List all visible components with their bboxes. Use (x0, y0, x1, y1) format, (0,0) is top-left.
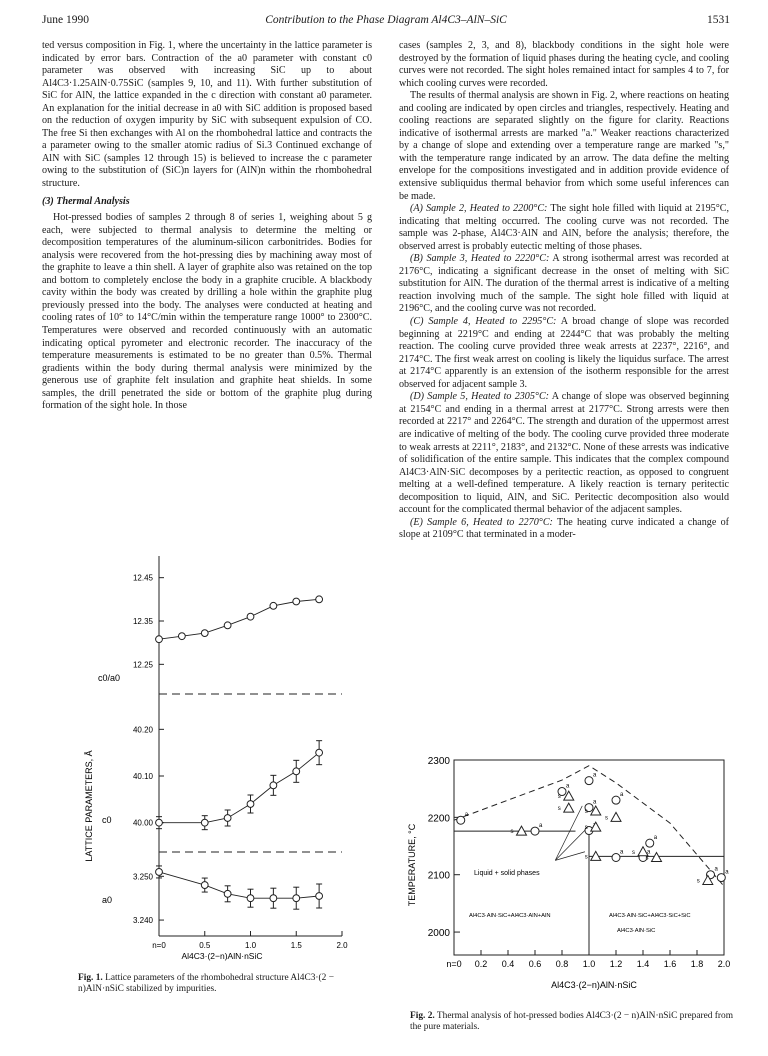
data-point (178, 633, 185, 640)
fig1-marks (156, 596, 323, 909)
slope-mark: s (696, 878, 700, 885)
fig1-ylabel: LATTICE PARAMETERS, Å (84, 750, 94, 862)
fig2-region-right: Al4C3·AlN·SiC+Al4C3·SiC+SiC (609, 913, 691, 919)
section-heading: (3) Thermal Analysis (42, 195, 130, 207)
y-tick-label: 3.240 (132, 916, 153, 926)
data-point (247, 613, 254, 620)
slope-mark: s (584, 809, 588, 816)
x-tick-label: 0.5 (199, 941, 211, 950)
arrest-mark: a (653, 835, 658, 842)
data-point (224, 622, 231, 629)
heating-point (531, 827, 539, 835)
heating-point (646, 839, 654, 847)
data-point (201, 882, 208, 889)
slope-mark: s (557, 806, 561, 813)
slope-mark: s (557, 794, 561, 801)
paragraph: Hot-pressed bodies of samples 2 through 8 of series 1, weighing about 5 g each, were subjected to thermal analysis to determine the melting or decomposition temperatures of the aluminum-silicon carbonitrides. Bodies for analysis were recovered from the hot-pressing dies by machining away most of the graphite to leave a thin shell. A layer of graphite also was retained on the top and bottom to completely enclose the body in a graphite crucible. A blackbody cavity within the body was created by drilling a hole within the graphite plug previously pressed into the body. The analyses were conducted at heating and cooling rates of 10° to 14°C/min within the temperature range 1000° to 2300°C. Temperatures were observed and recorded continuously with an automatic indicating optical pyrometer and electronic recorder. The inaccuracy of the temperature measurements is estimated to be no greater than 0.5%. Thermal gradients within the body during thermal analysis were minimized by the generous use of graphite felt insulation and graphite heat shields. In some samples, the drill penetrated the side or bottom of the graphite plug during formation of the sight hole. In those (42, 212, 372, 412)
data-point (156, 819, 163, 826)
y-tick-label: 2300 (427, 756, 450, 767)
series-line-a0 (159, 872, 319, 898)
data-point (156, 636, 163, 643)
arrest-mark: a (620, 792, 624, 799)
x-tick-label: 1.0 (582, 959, 596, 969)
y-tick-label: 12.45 (132, 573, 153, 583)
arrest-mark: a (725, 869, 729, 876)
data-point (247, 801, 254, 808)
cooling-point (611, 812, 621, 821)
header-date: June 1990 (42, 14, 89, 26)
case-paragraph (399, 391, 729, 516)
heating-point (457, 816, 465, 824)
arrest-mark: a (714, 866, 718, 873)
case-text: The sight hole filled with liquid at 2195°C, indicating that melting occurred. The cooling curve was not recorded. The sample was 2-phase, Al4C3·AlN and AlN, before the analysis; therefore, the observed arrest is probably eutectic melting of those phases. (399, 203, 729, 252)
cooling-point (564, 803, 574, 812)
data-point (247, 895, 254, 902)
case-paragraph (399, 316, 729, 391)
x-tick-label: 1.5 (290, 941, 302, 950)
page-number: 1531 (707, 14, 730, 26)
caption-text: Lattice parameters of the rhombohedral structure Al4C3·(2 − n)AlN·nSiC stabilized by impurities. (78, 973, 334, 994)
fig1-xlabel: Al4C3·(2−n)AlN·nSiC (181, 951, 263, 961)
slope-mark: s (645, 855, 649, 862)
x-tick-label: 1.0 (244, 941, 257, 950)
heating-point (717, 874, 725, 882)
x-tick-label: 0.8 (555, 959, 569, 969)
data-point (201, 819, 208, 826)
data-point (201, 630, 208, 637)
arrest-mark: a (647, 849, 651, 856)
case-text: A strong isothermal arrest was recorded at 2176°C, indicating a significant decrease in the onset of melting with SiC substitution for AlN. The duration of the thermal arrest is indicative of a melting reaction involving much of the sample. The sight hole filled with liquid at 2196°C, and the cooling curve was not recorded. (399, 253, 730, 315)
case-text: A change of slope was observed beginning at 2154°C and ending in a thermal arrest at 2177°C. Strong arrests were then recorded at 2217° and 2264°C. The strength and duration of the uppermost arrest are indicative of melting of the body. The cooling curve provided three moderate to weak arrests at 2211°, 2183°, and 2132°C. None of these arrests was indicative of solidification of the entire sample. This indicates that the complex compound Al4C3·AlN·SiC decomposes by a peritectic reaction, as opposed to congruent melting at a well-defined temperature. A likely reaction is ternary peritectic decomposition to liquid, AlN, and SiC. Peritectic decomposition also would account for the complicated thermal behavior of the adjacent samples. (399, 391, 730, 516)
y-tick-label: 12.35 (132, 617, 153, 626)
x-tick-label: 1.8 (690, 959, 704, 969)
paragraph: cases (samples 2, 3, and 8), blackbody conditions in the sight hole were destroyed by the formation of liquid phases during the heating cycle, and cooling curves were not recorded. The sight holes remained intact for samples 4 to 7, for which cooling curves were recorded. (399, 40, 729, 89)
case-heading: (C) Sample 4, Heated to 2295°C: (410, 316, 557, 328)
data-point (293, 895, 300, 902)
y-tick-label: 3.250 (132, 872, 153, 882)
case-text: The heating curve indicated a change of slope at 2109°C that terminated in a moder- (399, 516, 730, 541)
series-line-c0 (159, 753, 319, 823)
arrest-mark: a (593, 799, 597, 806)
heating-point (612, 796, 620, 804)
slope-mark: s (510, 829, 514, 836)
fig2-tick-labels (428, 756, 731, 969)
slope-mark: s (584, 854, 588, 861)
fig2-region-liquid: Liquid + solid phases (474, 870, 540, 877)
fig2-xlabel: Al4C3·(2−n)AlN·nSiC (551, 980, 637, 990)
x-tick-label: 0.6 (528, 959, 542, 969)
arrest-mark: a (464, 812, 469, 819)
paragraph: The results of thermal analysis are shown in Fig. 2, where reactions on heating and cooling are indicated by open circles and triangles, respectively. Heating and cooling reactions are separated slightly on the figure for clarity. Reactions indicative of isothermal arrests are marked "a." Weaker reactions characterized by a change of slope and extending over a temperature range are marked "s," with the temperature range indicated by an arrow. The data define the melting envelope for the compositions investigated and in addition provide evidence of extensive subliquidus thermal behavior from which some useful inferences can be made. (399, 90, 729, 202)
y-tick-label: 40.20 (132, 725, 153, 735)
slope-mark: s (632, 849, 635, 856)
caption-text: Thermal analysis of hot-pressed bodies Al4C3·(2 − n)AlN·nSiC prepared from the pure materials. (410, 1011, 734, 1032)
arrest-mark: a (620, 849, 624, 856)
x-tick-label: 2.0 (336, 941, 348, 950)
x-tick-label: n=0 (446, 959, 462, 969)
data-point (316, 596, 323, 603)
case-heading: (B) Sample 3, Heated to 2220°C: (410, 253, 550, 265)
heating-point (612, 854, 620, 862)
x-tick-label: 1.4 (636, 959, 650, 969)
data-point (293, 598, 300, 605)
data-point (270, 602, 277, 609)
case-heading: (E) Sample 6, Heated to 2270°C: (410, 516, 553, 528)
header-title: Contribution to the Phase Diagram Al4C3–AlN–SiC (265, 14, 507, 26)
data-point (316, 749, 323, 756)
caption-label: Fig. 2. (410, 1011, 435, 1021)
data-point (270, 895, 277, 902)
figure-2-thermal-chart (399, 750, 739, 995)
fig1-tick-labels (133, 574, 348, 950)
case-heading: (D) Sample 5, Heated to 2305°C: (410, 391, 550, 403)
y-tick-label: 2100 (427, 870, 450, 882)
case-paragraph (399, 517, 729, 542)
x-tick-label: 2.0 (717, 959, 731, 969)
case-heading: (A) Sample 2, Heated to 2200°C: (410, 203, 548, 215)
caption-label: Fig. 1. (78, 973, 103, 983)
fig2-region-left: Al4C3·AlN·SiC+Al4C3·AlN+AlN (469, 913, 551, 919)
cooling-point (652, 853, 662, 862)
fig2-region-bottom: Al4C3·AlN·SiC (617, 928, 656, 934)
fig1-c-label: c0 (102, 815, 112, 825)
fig1-a-label: a0 (102, 895, 113, 905)
fig1-ratio-label: c0/a0 (98, 673, 121, 683)
data-point (224, 815, 231, 822)
slope-mark: s (605, 815, 608, 822)
y-tick-label: 40.00 (132, 818, 153, 828)
data-point (293, 768, 300, 775)
fig2-ylabel: TEMPERATURE, °C (407, 823, 417, 907)
paragraph: ted versus composition in Fig. 1, where the uncertainty in the lattice parameter is indicated by error bars. Contraction of the a0 parameter with constant c0 parameter was observed with increasing SiC up to about Al4C3·1.25AlN·0.75SiC (samples 9, 10, and 11). With further substitution of SiC for AlN, the lattice expanded in the c direction with constant a0 parameter. An explanation for the initial decrease in a0 with SiC addition is proposed based on the reduction of oxygen impurity by SiC with subsequent expulsion of CO. The free Si then exchanges with Al on the rhombohedral lattice and contracts the a parameter owing to the smaller atomic radius of Si.3 Continued exchange of AlN with SiC (samples 12 through 15) is believed to increase the c parameter owing to the substitution of (SiC)n layers for (AlN)n within the rhombohedral structure. (42, 40, 372, 190)
x-tick-label: 0.4 (501, 959, 515, 969)
y-tick-label: 2200 (427, 813, 450, 825)
arrest-mark: a (593, 772, 597, 779)
left-column (42, 40, 372, 413)
page-header (42, 14, 730, 30)
data-point (316, 893, 323, 900)
fig2-marks (454, 766, 729, 955)
x-tick-label: n=0 (152, 941, 166, 950)
heating-point (585, 777, 593, 785)
data-point (224, 890, 231, 897)
right-column (399, 40, 729, 542)
x-tick-label: 1.6 (663, 959, 677, 969)
x-tick-label: 0.2 (474, 959, 488, 969)
data-point (270, 782, 277, 789)
leader-line (555, 806, 582, 860)
arrest-mark: a (539, 823, 543, 830)
case-paragraph (399, 203, 729, 253)
y-tick-label: 2000 (427, 928, 450, 940)
case-paragraph (399, 253, 729, 316)
figure-1-caption (78, 973, 348, 995)
y-tick-label: 40.10 (132, 772, 153, 781)
x-tick-label: 1.2 (609, 959, 623, 969)
case-text: A broad change of slope was recorded beginning at 2219°C and ending at 2244°C that was probably the melting reaction. The cooling curve provided three weak arrests at 2237°, 2216°, and 2174°C. The first weak arrest on cooling is likely the liquidus surface. The arrest at 2174°C apparently is an extension of the isotherm responsible for the arrest observed for adjacent sample 3. (399, 316, 729, 390)
figure-2-caption (410, 1011, 740, 1033)
y-tick-label: 12.25 (132, 660, 153, 670)
data-point (156, 869, 163, 876)
arrest-mark: a (566, 783, 570, 790)
figure-1-lattice-chart (42, 526, 372, 961)
slope-mark: s (584, 825, 588, 832)
